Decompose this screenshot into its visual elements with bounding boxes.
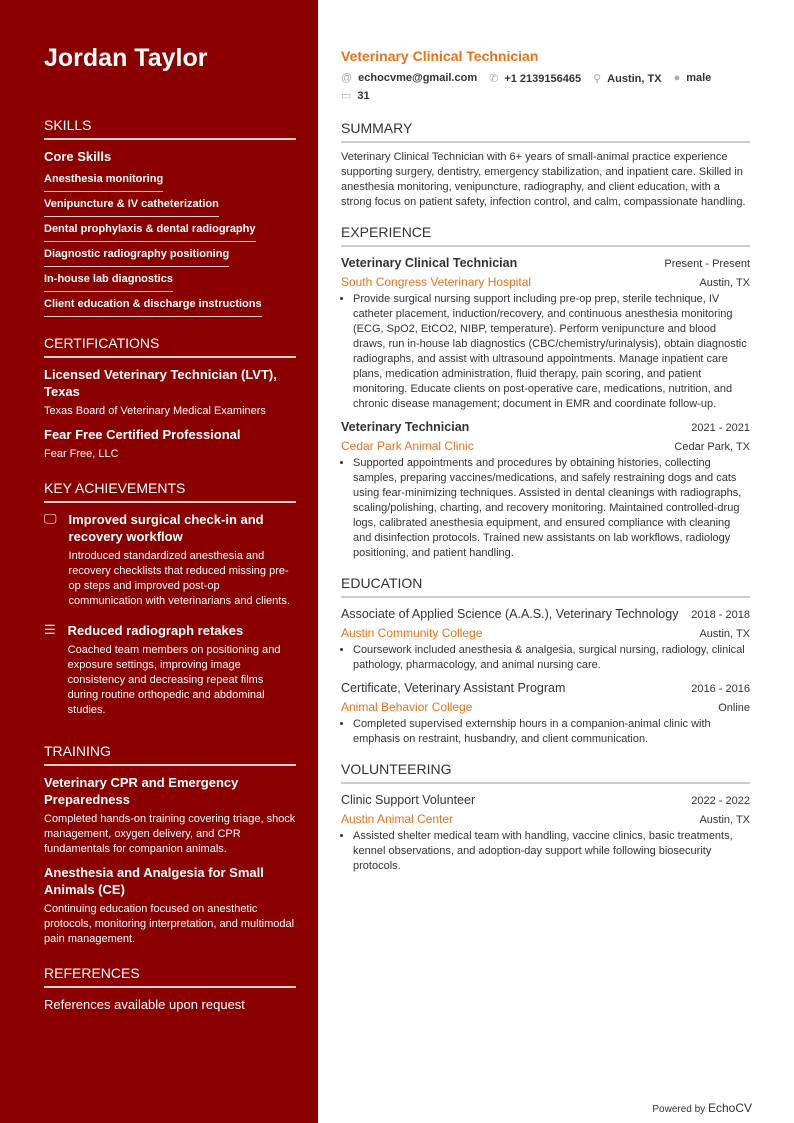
entry-organization: Cedar Park Animal Clinic — [341, 439, 474, 453]
phone: +1 2139156465 — [504, 73, 582, 85]
training-item — [44, 864, 296, 947]
section-heading: TRAINING — [44, 743, 296, 766]
skill-item: Client education & discharge instructions — [44, 294, 262, 317]
cert-item — [44, 426, 296, 462]
cert-issuer: Fear Free, LLC — [44, 448, 119, 460]
entry-title: Veterinary Clinical Technician — [341, 256, 518, 270]
powered-by: Powered by — [652, 1104, 706, 1115]
footer — [652, 1101, 752, 1115]
user-icon: ● — [673, 72, 681, 84]
age: 31 — [357, 90, 370, 102]
entry-dates: 2016 - 2016 — [691, 683, 750, 695]
summary-text: Veterinary Clinical Technician with 6+ years of small-animal practice experience supporting surgery, dentistry, emergency stabilization, and inpatient care. Skilled in anesthesia monitoring, venipuncture, radiography, and client education, with a strong focus on patient safety, infection control, and calm, compassionate handling. — [341, 151, 746, 208]
email-icon: @ — [341, 72, 353, 84]
entry-bullet: • Completed supervised externship hours in a companion-animal clinic with emphasis on restraint, husbandry, and client communication. — [353, 717, 750, 747]
section-heading: SKILLS — [44, 117, 296, 140]
section-heading: CERTIFICATIONS — [44, 335, 296, 358]
volunteering-entry — [341, 791, 750, 874]
gender: male — [686, 72, 712, 84]
skills-subheading: Core Skills — [44, 149, 112, 164]
training-item — [44, 774, 296, 857]
entry-bullet: • Supported appointments and procedures by obtaining histories, collecting samples, preparing vaccines/medications, and safely restraining dogs and cats using fear-minimizing techniques. Assisted in dental cleanings with radiographs, scaling/polishing, charting, and recovery monitoring. Maintained controlled-drug logs, calibrated anesthesia equipment, and ensured compliance with cleaning and disinfection protocols. Trained new assistants on lab workflows, radiology positioning, and patient handling. — [353, 456, 750, 561]
education-section — [341, 575, 750, 747]
sidebar — [0, 0, 318, 1123]
training-section — [44, 743, 296, 947]
entry-dates: 2022 - 2022 — [691, 795, 750, 807]
entry-dates: 2018 - 2018 — [691, 609, 750, 621]
entry-title: Veterinary Technician — [341, 420, 470, 434]
section-heading: EDUCATION — [341, 575, 750, 598]
experience-section — [341, 224, 750, 561]
cert-name: Licensed Veterinary Technician (LVT), Texas — [44, 367, 277, 399]
summary-section — [341, 120, 750, 210]
cert-issuer: Texas Board of Veterinary Medical Examiners — [44, 405, 266, 417]
cert-item — [44, 366, 296, 419]
entry-dates: 2021 - 2021 — [691, 422, 750, 434]
skill-item: Venipuncture & IV catheterization — [44, 194, 219, 217]
training-title: Veterinary CPR and Emergency Preparedness — [44, 775, 239, 807]
calendar-icon: ▭ — [341, 90, 352, 102]
entry-title: Clinic Support Volunteer — [341, 793, 476, 807]
skills-section — [44, 117, 296, 317]
location: Austin, TX — [607, 73, 662, 85]
entry-title: Associate of Applied Science (A.A.S.), Veterinary Technology — [341, 607, 679, 621]
education-entry — [341, 605, 750, 673]
monitor-icon: 🖵 — [44, 511, 57, 526]
entry-location: Austin, TX — [699, 628, 750, 640]
achievement-desc: Coached team members on positioning and exposure settings, improving image consistency and decreasing repeat films during routine orthopedic and abdominal studies. — [67, 644, 281, 716]
section-heading: KEY ACHIEVEMENTS — [44, 480, 296, 503]
entry-bullet: • Provide surgical nursing support including pre-op prep, sterile technique, IV catheter placement, induction/recovery, and continuous anesthesia monitoring (ECG, SpO2, EtCO2, NIBP, temperature). Perform venipuncture and blood draws, run in-house lab diagnostics (CBC/chemistry/urinalysis), obtain diagnostic radiographs, and assist with ultrasound appointments. Manage inpatient care plans, medication administration, fluid therapy, pain scoring, and patient monitoring. Educate clients on post-operative care, medications, nutrition, and chronic disease management; document in EMR and coordinate follow-up. — [353, 292, 750, 412]
achievement-desc: Introduced standardized anesthesia and recovery checklists that reduced missing pre-op steps and improved post-op communication with veterinarians and clients. — [68, 550, 290, 607]
brand: EchoCV — [707, 1101, 752, 1115]
database-icon: ☰ — [44, 622, 56, 637]
entry-title: Certificate, Veterinary Assistant Program — [341, 681, 566, 695]
entry-bullet: • Assisted shelter medical team with handling, vaccine clinics, basic treatments, kennel observations, and adoption-day support while following biosecurity protocols. — [353, 829, 750, 874]
skill-item: Dental prophylaxis & dental radiography — [44, 219, 256, 242]
entry-organization: South Congress Veterinary Hospital — [341, 275, 532, 289]
entry-organization: Animal Behavior College — [341, 700, 473, 714]
achievement-item — [44, 511, 296, 616]
entry-location: Online — [718, 702, 750, 714]
entry-location: Cedar Park, TX — [674, 441, 750, 453]
references-text: References available upon request — [44, 997, 245, 1012]
volunteering-section — [341, 761, 750, 874]
experience-entry — [341, 254, 750, 412]
entry-organization: Austin Community College — [341, 626, 483, 640]
entry-organization: Austin Animal Center — [341, 812, 454, 826]
achievement-item — [44, 622, 296, 725]
certifications-section — [44, 335, 296, 462]
training-title: Anesthesia and Analgesia for Small Animals (CE) — [44, 865, 264, 897]
location-icon: ⚲ — [593, 73, 602, 85]
section-heading: EXPERIENCE — [341, 224, 750, 247]
entry-dates: Present - Present — [664, 258, 750, 270]
entry-bullet: • Coursework included anesthesia & analgesia, surgical nursing, radiology, clinical pathology, pharmacology, and animal nursing care. — [353, 643, 750, 673]
entry-location: Austin, TX — [699, 277, 750, 289]
email: echocvme@gmail.com — [358, 72, 478, 84]
main-content — [341, 48, 750, 888]
section-heading: REFERENCES — [44, 965, 296, 988]
contact-info — [341, 72, 750, 102]
job-title: Veterinary Clinical Technician — [341, 48, 539, 64]
experience-entry — [341, 418, 750, 561]
references-section — [44, 965, 296, 1013]
section-heading: SUMMARY — [341, 120, 750, 143]
candidate-name: Jordan Taylor — [44, 44, 208, 72]
achievements-section — [44, 480, 296, 725]
skill-item: Anesthesia monitoring — [44, 169, 163, 192]
skill-item: In-house lab diagnostics — [44, 269, 173, 292]
skill-item: Diagnostic radiography positioning — [44, 244, 229, 267]
achievement-title: Reduced radiograph retakes — [67, 623, 244, 638]
cert-name: Fear Free Certified Professional — [44, 427, 241, 442]
entry-location: Austin, TX — [699, 814, 750, 826]
achievement-title: Improved surgical check-in and recovery workflow — [68, 512, 264, 544]
education-entry — [341, 679, 750, 747]
training-desc: Completed hands-on training covering triage, shock management, oxygen delivery, and CPR fundamentals for companion animals. — [44, 813, 296, 855]
section-heading: VOLUNTEERING — [341, 761, 750, 784]
training-desc: Continuing education focused on anesthetic protocols, monitoring interpretation, and multimodal pain management. — [44, 903, 295, 945]
phone-icon: ✆ — [489, 73, 499, 85]
